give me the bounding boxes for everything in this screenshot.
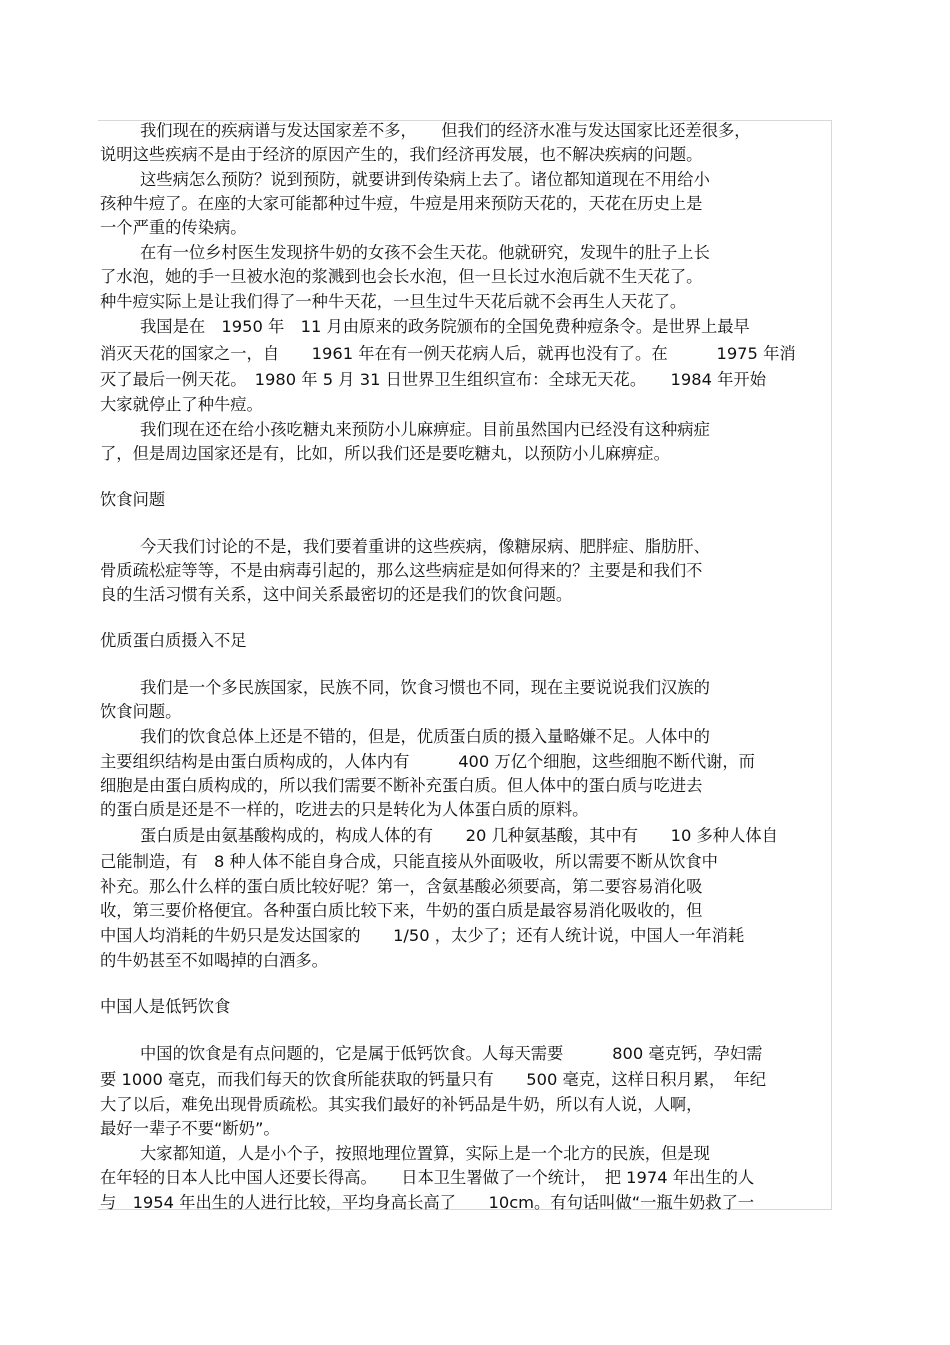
paragraph-line: 大家都知道，人是小个子，按照地理位置算，实际上是一个北方的民族，但是现	[140, 1144, 710, 1163]
paragraph-line: 补充。那么什么样的蛋白质比较好呢？第一，含氨基酸必须要高，第二要容易消化吸	[100, 877, 703, 896]
paragraph-line: 我国是在 1950 年 11 月由原来的政务院颁布的全国免费种痘条令。是世界上最早	[140, 317, 750, 336]
section-heading: 优质蛋白质摄入不足	[100, 631, 247, 650]
paragraph-line: 收，第三要价格便宜。各种蛋白质比较下来，牛奶的蛋白质是最容易消化吸收的，但	[100, 901, 703, 920]
paragraph-line: 与 1954 年出生的人进行比较，平均身高长高了 10cm。有句话叫做“一瓶牛奶救了一	[100, 1193, 755, 1212]
paragraph-line: 在年轻的日本人比中国人还要长得高。 日本卫生署做了一个统计， 把 1974 年出生的人	[100, 1168, 755, 1187]
paragraph-line: 骨质疏松症等等，不是由病毒引起的，那么这些病症是如何得来的？主要是和我们不	[100, 561, 703, 580]
paragraph-line: 最好一辈子不要“断奶”。	[100, 1119, 280, 1138]
paragraph-line: 我们现在的疾病谱与发达国家差不多， 但我们的经济水准与发达国家比还差很多，	[140, 121, 751, 140]
paragraph-line: 中国的饮食是有点问题的，它是属于低钙饮食。人每天需要 800 毫克钙，孕妇需	[140, 1044, 763, 1063]
paragraph-line: 饮食问题。	[100, 702, 182, 721]
paragraph-line: 主要组织结构是由蛋白质构成的，人体内有 400 万亿个细胞，这些细胞不断代谢，而	[100, 752, 755, 771]
paragraph-line: 己能制造，有 8 种人体不能自身合成，只能直接从外面吸收，所以需要不断从饮食中	[100, 852, 718, 871]
paragraph-line: 今天我们讨论的不是，我们要着重讲的这些疾病，像糖尿病、肥胖症、脂肪肝、	[140, 537, 710, 556]
paragraph-line: 大了以后，难免出现骨质疏松。其实我们最好的补钙品是牛奶，所以有人说，人啊，	[100, 1095, 703, 1114]
section-heading: 饮食问题	[100, 490, 166, 509]
paragraph-line: 了水泡，她的手一旦被水泡的浆溅到也会长水泡，但一旦长过水泡后就不生天花了。	[100, 267, 703, 286]
section-heading: 中国人是低钙饮食	[100, 997, 231, 1016]
paragraph-line: 的蛋白质是还是不一样的，吃进去的只是转化为人体蛋白质的原料。	[100, 800, 589, 819]
paragraph-line: 了，但是周边国家还是有，比如，所以我们还是要吃糖丸，以预防小儿麻痹症。	[100, 444, 670, 463]
paragraph-line: 大家就停止了种牛痘。	[100, 395, 263, 414]
paragraph-line: 要 1000 毫克，而我们每天的饮食所能获取的钙量只有 500 毫克，这样日积月累， 年纪	[100, 1070, 767, 1089]
paragraph-line: 灭了最后一例天花。 1980 年 5 月 31 日世界卫生组织宣布：全球无天花。 1984 年开始	[100, 370, 766, 389]
paragraph-line: 细胞是由蛋白质构成的，所以我们需要不断补充蛋白质。但人体中的蛋白质与吃进去	[100, 776, 703, 795]
paragraph-line: 说明这些疾病不是由于经济的原因产生的，我们经济再发展，也不解决疾病的问题。	[100, 145, 703, 164]
paragraph-line: 中国人均消耗的牛奶只是发达国家的 1/50 ，太少了；还有人统计说，中国人一年消耗	[100, 926, 745, 945]
paragraph-line: 种牛痘实际上是让我们得了一种牛天花，一旦生过牛天花后就不会再生人天花了。	[100, 292, 687, 311]
paragraph-line: 在有一位乡村医生发现挤牛奶的女孩不会生天花。他就研究，发现牛的肚子上长	[140, 243, 710, 262]
paragraph-line: 我们的饮食总体上还是不错的，但是，优质蛋白质的摄入量略嫌不足。人体中的	[140, 727, 710, 746]
paragraph-line: 消灭天花的国家之一，自 1961 年在有一例天花病人后，就再也没有了。在 1975 年消	[100, 344, 796, 363]
paragraph-line: 蛋白质是由氨基酸构成的，构成人体的有 20 几种氨基酸，其中有 10 多种人体自	[140, 826, 778, 845]
paragraph-line: 的牛奶甚至不如喝掉的白酒多。	[100, 951, 328, 970]
paragraph-line: 一个严重的传染病。	[100, 218, 247, 237]
paragraph-line: 良的生活习惯有关系，这中间关系最密切的还是我们的饮食问题。	[100, 585, 573, 604]
paragraph-line: 这些病怎么预防？说到预防，就要讲到传染病上去了。诸位都知道现在不用给小	[140, 170, 710, 189]
paragraph-line: 我们现在还在给小孩吃糖丸来预防小儿麻痹症。目前虽然国内已经没有这种病症	[140, 420, 710, 439]
paragraph-line: 我们是一个多民族国家，民族不同，饮食习惯也不同，现在主要说说我们汉族的	[140, 678, 710, 697]
paragraph-line: 孩种牛痘了。在座的大家可能都种过牛痘，牛痘是用来预防天花的，天花在历史上是	[100, 194, 703, 213]
